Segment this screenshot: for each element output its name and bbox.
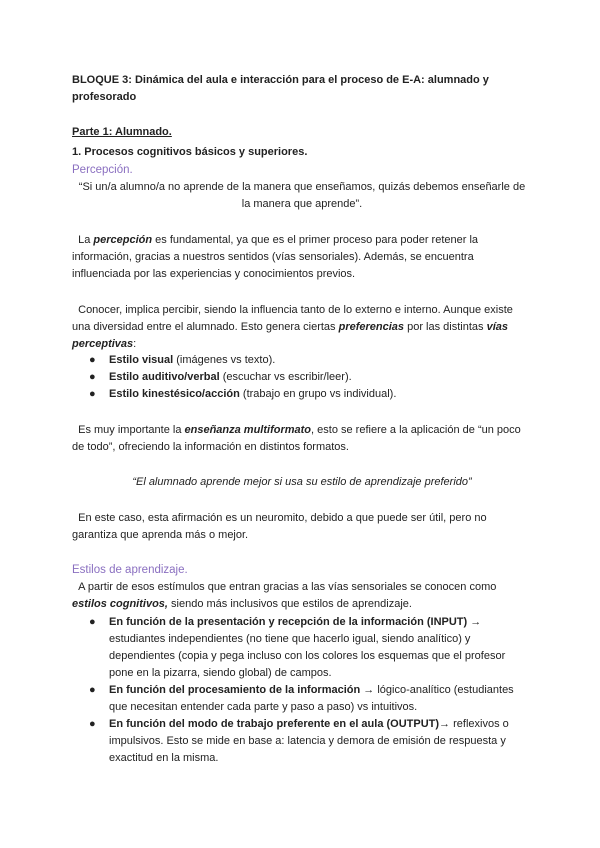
title-line: profesorado xyxy=(72,91,137,103)
paragraph-neuromito xyxy=(72,510,532,544)
estilos-heading: Estilos de aprendizaje. xyxy=(72,564,188,576)
emphasis: preferencias xyxy=(338,321,405,333)
bullet-icon: ● xyxy=(89,371,96,383)
list-item: ● En función de la presentación y recepción de la información (INPUT) → estudiantes independientes (no tiene que hacerlo igual, siendo analítico) y dependientes (copia y pega incluso con los colores los esquemas que el profesor pone en la pizarra, siendo global) de campos. xyxy=(89,616,506,679)
paragraph-percepcion xyxy=(72,232,532,283)
bullet-icon: ● xyxy=(89,616,96,628)
paragraph-line: perceptivas: xyxy=(72,338,137,350)
bullet-icon: ● xyxy=(89,354,96,366)
cognitive-styles-list xyxy=(72,614,532,767)
quote-line: “Si un/a alumno/a no aprende de la manera que enseñamos, quizás debemos enseñarle de xyxy=(78,181,526,193)
part-heading: Parte 1: Alumnado. xyxy=(72,126,172,138)
paragraph-line: Conocer, implica percibir, siendo la influencia tanto de lo externo e interno. Aunque existe xyxy=(78,304,513,316)
emphasis: enseñanza multiformato xyxy=(184,424,312,436)
list-item: ● Estilo kinestésico/acción (trabajo en grupo vs individual). xyxy=(72,386,532,403)
paragraph-line: información, gracias a nuestros sentidos (vías sensoriales). Además, se encuentra xyxy=(72,251,474,263)
title-line: BLOQUE 3: Dinámica del aula e interacción para el proceso de E-A: alumnado y xyxy=(72,74,489,86)
paragraph-line: una diversidad entre el alumnado. Esto genera ciertas preferencias por las distintas vías xyxy=(72,321,509,333)
paragraph-line: En este caso, esta afirmación es un neuromito, debido a que puede ser útil, pero no xyxy=(78,512,487,524)
quote-line: la manera que aprende”. xyxy=(241,198,363,210)
paragraph-line: influenciada por las experiencias y conocimientos previos. xyxy=(72,268,356,280)
list-item: ● En función del procesamiento de la información → lógico-analítico (estudiantes que necesitan entender cada parte y paso a paso) vs intuitivos. xyxy=(89,684,514,713)
paragraph-line: estilos cognitivos, siendo más inclusivos que estilos de aprendizaje. xyxy=(72,598,412,610)
perceptive-styles-list xyxy=(72,352,532,403)
emphasis: percepción xyxy=(93,234,153,246)
paragraph-conocer xyxy=(72,302,532,353)
emphasis: vías xyxy=(486,321,509,333)
paragraph-line: garantiza que aprenda más o mejor. xyxy=(72,529,249,541)
paragraph-line: Es muy importante la enseñanza multiformato, esto se refiere a la aplicación de “un poco xyxy=(78,424,521,436)
paragraph-line: de todo”, ofreciendo la información en distintos formatos. xyxy=(72,441,349,453)
document-title xyxy=(72,72,532,106)
list-item: ● Estilo visual (imágenes vs texto). xyxy=(72,352,532,369)
percepcion-heading: Percepción. xyxy=(72,164,133,176)
bullet-icon: ● xyxy=(89,718,96,730)
paragraph-line: La percepción es fundamental, ya que es el primer proceso para poder retener la xyxy=(78,234,479,246)
emphasis: perceptivas xyxy=(72,338,134,350)
bullet-icon: ● xyxy=(89,684,96,696)
bullet-icon: ● xyxy=(89,388,96,400)
emphasis: estilos cognitivos, xyxy=(72,598,168,610)
paragraph-line: A partir de esos estímulos que entran gracias a las vías sensoriales se conocen como xyxy=(78,581,497,593)
list-item: ● Estilo auditivo/verbal (escuchar vs escribir/leer). xyxy=(72,369,532,386)
paragraph-estilos xyxy=(72,579,532,613)
opening-quote xyxy=(66,179,538,213)
list-item: ● En función del modo de trabajo preferente en el aula (OUTPUT)→ reflexivos o impulsivos. Esto se mide en base a: latencia y demora de emisión de respuesta y exactitud en la misma. xyxy=(89,718,509,764)
section-heading: 1. Procesos cognitivos básicos y superiores. xyxy=(72,146,308,158)
paragraph-multiformato xyxy=(72,422,532,456)
neuromyth-quote: “El alumnado aprende mejor si usa su estilo de aprendizaje preferido” xyxy=(132,476,472,488)
